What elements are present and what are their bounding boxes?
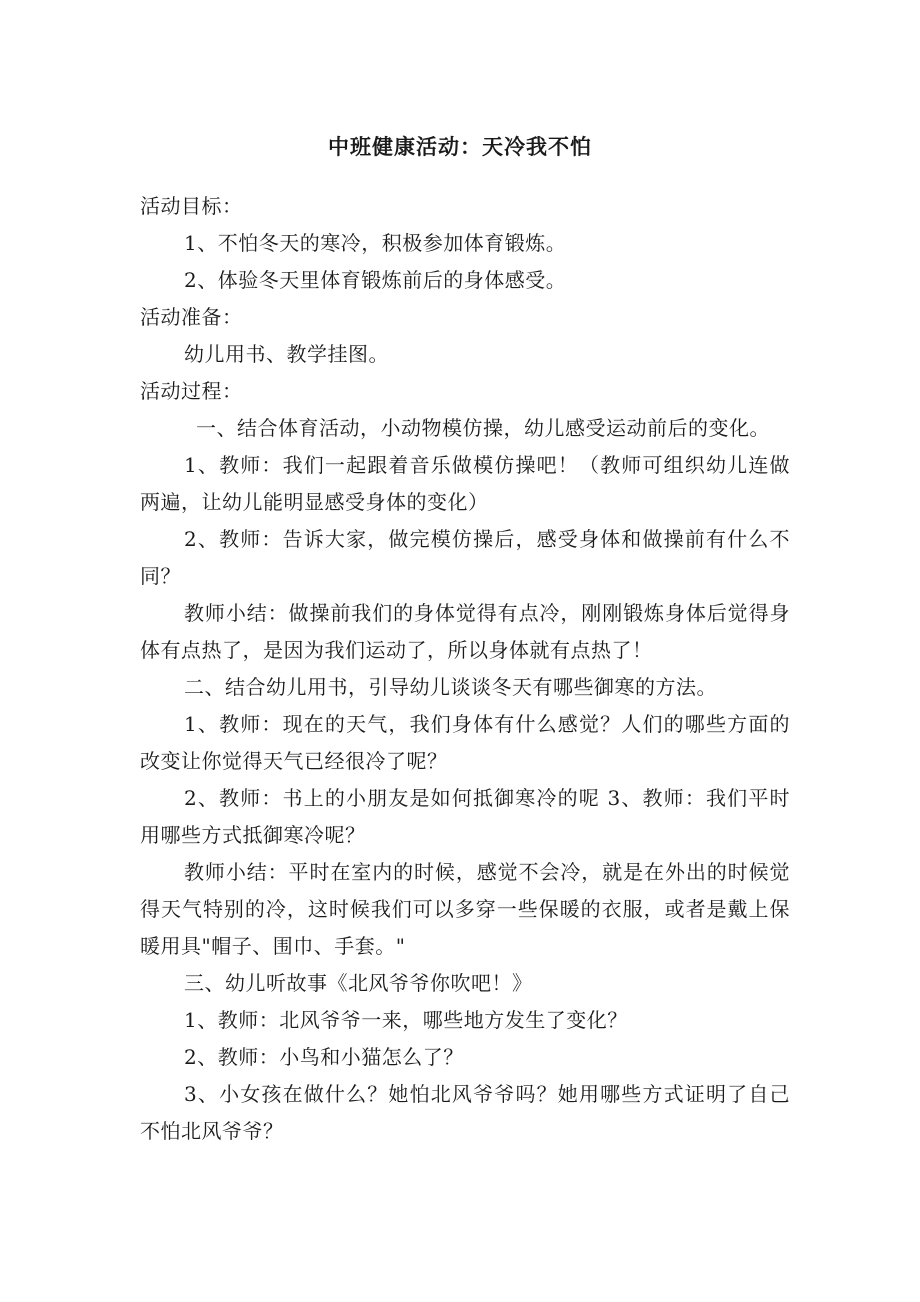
process-step-heading: 二、结合幼儿用书，引导幼儿谈谈冬天有哪些御寒的方法。	[184, 675, 717, 699]
document-title: 中班健康活动：天冷我不怕	[328, 135, 592, 159]
process-paragraph: 2、教师：书上的小朋友是如何抵御寒冷的呢 3、教师：我们平时用哪些方式抵御寒冷呢？	[140, 786, 790, 847]
section-heading-process: 活动过程：	[140, 379, 243, 403]
process-step-heading: 一、结合体育活动，小动物模仿操，幼儿感受运动前后的变化。	[196, 416, 770, 440]
preparation-item: 幼儿用书、教学挂图。	[184, 342, 389, 366]
goal-item: 2、体验冬天里体育锻炼前后的身体感受。	[184, 268, 567, 292]
goal-item: 1、不怕冬天的寒冷，积极参加体育锻炼。	[184, 231, 567, 255]
process-paragraph: 3、小女孩在做什么？她怕北风爷爷吗？她用哪些方式证明了自己不怕北风爷爷？	[140, 1082, 790, 1143]
document-body	[140, 188, 790, 1150]
process-paragraph: 1、教师：北风爷爷一来，哪些地方发生了变化？	[184, 1008, 628, 1032]
teacher-summary: 教师小结：做操前我们的身体觉得有点冷，刚刚锻炼身体后觉得身体有点热了，是因为我们运动了，所以身体就有点热了！	[140, 601, 790, 662]
process-paragraph: 1、教师：现在的天气，我们身体有什么感觉？人们的哪些方面的改变让你觉得天气已经很冷了呢？	[140, 712, 790, 773]
teacher-summary: 教师小结：平时在室内的时候，感觉不会冷，就是在外出的时候觉得天气特别的冷，这时候我们可以多穿一些保暖的衣服，或者是戴上保暖用具"帽子、围巾、手套。"	[140, 860, 790, 958]
process-paragraph: 2、教师：小鸟和小猫怎么了？	[184, 1045, 464, 1069]
process-paragraph: 1、教师：我们一起跟着音乐做模仿操吧！（教师可组织幼儿连做两遍，让幼儿能明显感受身体的变化）	[140, 453, 790, 514]
process-paragraph: 2、教师：告诉大家，做完模仿操后，感受身体和做操前有什么不同？	[140, 527, 790, 588]
process-step-heading: 三、幼儿听故事《北风爷爷你吹吧！》	[184, 971, 533, 995]
section-heading-goals: 活动目标：	[140, 194, 243, 218]
section-heading-preparation: 活动准备：	[140, 305, 243, 329]
